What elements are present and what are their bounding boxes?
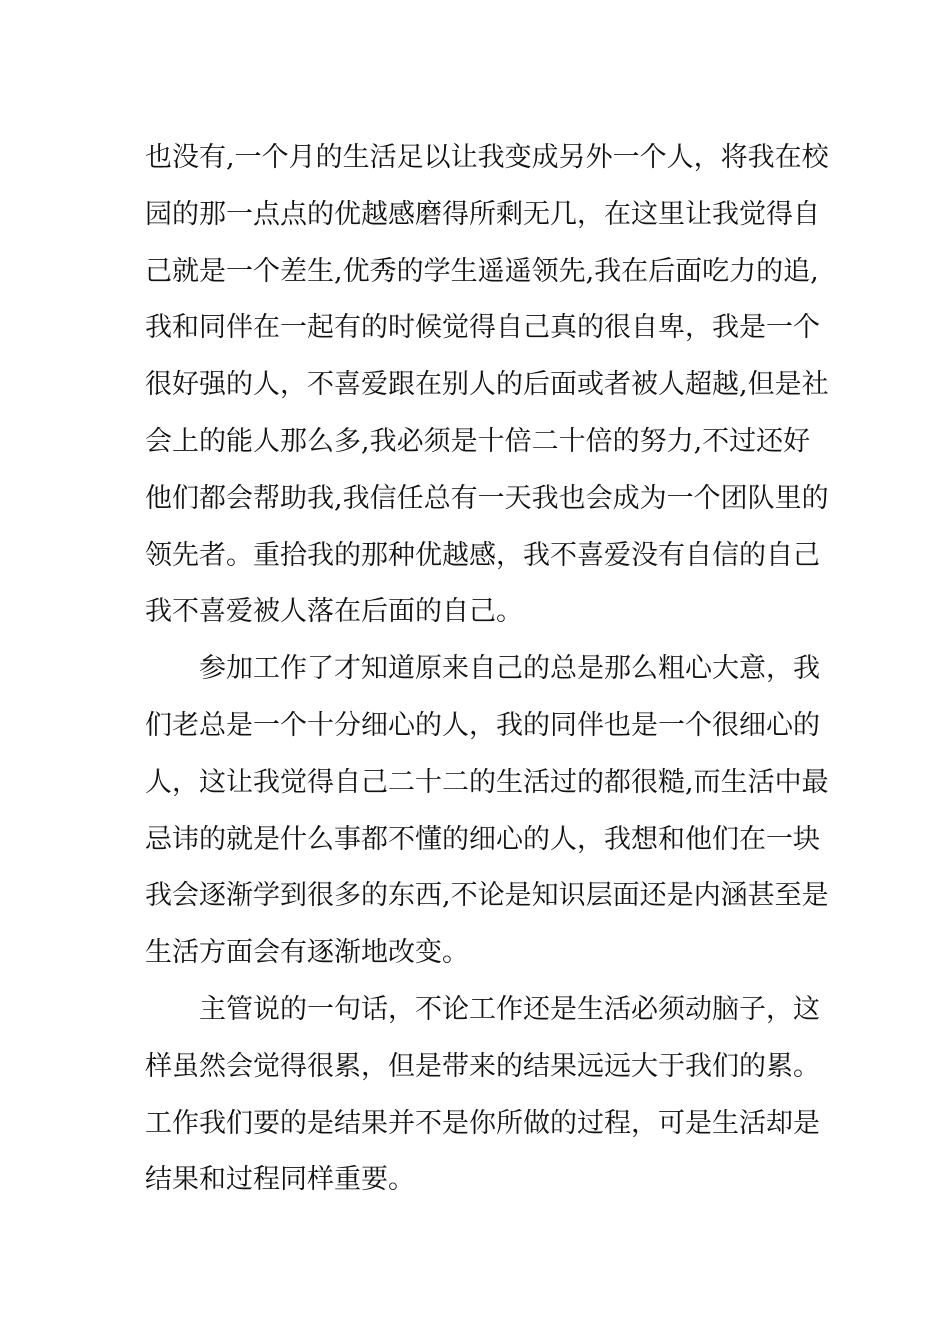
document-body	[145, 130, 829, 1209]
paragraph-3	[145, 982, 820, 1209]
paragraph-1	[145, 130, 829, 641]
paragraph-line: 结果和过程同样重要。	[145, 1164, 415, 1196]
paragraph-line: 样虽然会觉得很累，但是带来的结果远远大于我们的累。	[145, 1050, 820, 1082]
paragraph-line: 领先者。重拾我的那种优越感，我不喜爱没有自信的自己	[145, 539, 820, 571]
paragraph-line: 也没有,一个月的生活足以让我变成另外一个人，将我在校	[145, 142, 829, 173]
paragraph-line: 我和同伴在一起有的时候觉得自己真的很自卑，我是一个	[145, 312, 820, 344]
paragraph-line: 我会逐渐学到很多的东西,不论是知识层面还是内涵甚至是	[145, 880, 829, 912]
paragraph-line: 他们都会帮助我,我信任总有一天我也会成为一个团队里的	[145, 482, 829, 514]
paragraph-line: 园的那一点点的优越感磨得所剩无几，在这里让我觉得自	[145, 198, 820, 230]
paragraph-line: 们老总是一个十分细心的人，我的同伴也是一个很细心的	[145, 709, 820, 741]
paragraph-line: 己就是一个差生,优秀的学生遥遥领先,我在后面吃力的追,	[145, 255, 819, 287]
paragraph-line: 会上的能人那么多,我必须是十倍二十倍的努力,不过还好	[145, 425, 811, 457]
paragraph-line: 我不喜爱被人落在后面的自己。	[145, 596, 523, 628]
paragraph-2	[145, 641, 829, 982]
paragraph-line: 很好强的人，不喜爱跟在别人的后面或者被人超越,但是社	[145, 369, 829, 401]
paragraph-line: 忌讳的就是什么事都不懂的细心的人，我想和他们在一块	[145, 823, 820, 855]
paragraph-line: 工作我们要的是结果并不是你所做的过程，可是生活却是	[145, 1107, 820, 1139]
paragraph-line: 人，这让我觉得自己二十二的生活过的都很糙,而生活中最	[145, 766, 829, 798]
paragraph-line: 参加工作了才知道原来自己的总是那么粗心大意，我	[199, 653, 820, 685]
paragraph-line: 主管说的一句话，不论工作还是生活必须动脑子，这	[199, 993, 820, 1025]
paragraph-line: 生活方面会有逐渐地改变。	[145, 937, 469, 969]
